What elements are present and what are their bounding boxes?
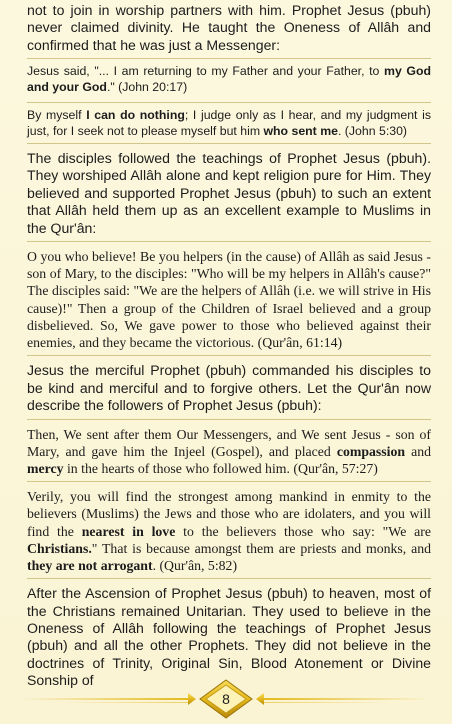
quote-emphasis: who sent me [263,123,338,138]
quote-citation: in the hearts of those who followed him. (Qur'ân, 57:27) [63,460,378,476]
paragraph-disciples [27,150,431,242]
quote-john-5-30 [27,102,431,144]
paragraph-intro [27,2,431,54]
quote-text: Then, We sent after them Our Messengers, and We sent Jesus - son of Mary, and gave him the Injeel (Gospel), and placed [27,426,431,459]
quote-text: and [405,443,431,459]
quote-text: " That is because amongst them are priests and monks, and [91,540,431,556]
quote-emphasis: they are not arrogant [27,557,153,573]
quote-john-20-17 [27,58,431,95]
quote-emphasis: my God and your God [27,64,431,95]
quote-quran-61-14 [27,248,431,356]
quote-text: to the believers those who say: "We are [175,523,431,539]
quote-text: ; I judge only as I hear, and my judgment is just, for I seek not to please myself but him [27,107,431,138]
paragraph-ascension-text: After the Ascension of Prophet Jesus (pbuh) to heaven, most of the Christians remained Unitarian. They used to believe in the Oneness of Allâh following the teachings of Prophet Jesus (pbuh) and all the other Prophets. They did not believe in the doctrines of Trinity, Original Sin, Blood Atonement or Divine Sonship of [27,585,431,689]
quote-text: Verily, you will find the strongest among mankind in enmity to the believers (Muslims) the Jews and those who are idolaters, and you will find the [27,489,431,539]
quote-citation: ." (John 20:17) [106,80,188,95]
quote-emphasis: nearest in love [81,523,176,539]
page-content [27,2,431,690]
quote-text: Jesus said, "... I am returning to my Father and your Father, to [27,64,385,79]
paragraph-intro-text: not to join in worship partners with him. Prophet Jesus (pbuh) never claimed divinity. He taught the Oneness of Allâh and confirmed that he was just a Messenger: [27,2,431,53]
quote-emphasis: mercy [27,460,64,476]
quote-citation: . (John 5:30) [337,123,408,138]
paragraph-merciful-prophet [27,362,431,419]
quote-text: O you who believe! Be you helpers (in the cause) of Allâh as said Jesus - son of Mary, to the disciples: "Who will be my helpers in Allâh's cause?" The disciples said: "We are the helpers of Allâh (i.e. we will strive in His cause)!" Then a group of the Children of Israel believed and a group disbelieved. So, We gave power to those who believed against their enemies, and they became the victorious. (Qur'ân, 61:14) [27,249,431,351]
page-number: 8 [222,691,230,707]
paragraph-ascension [27,585,431,689]
quote-quran-57-27 [27,426,431,483]
quote-emphasis: compassion [336,443,406,459]
quote-emphasis: Christians. [27,540,92,556]
quote-quran-5-82 [27,488,431,579]
quote-emphasis: I can do nothing [86,107,185,122]
quote-citation: . (Qur'ân, 5:82) [152,557,238,573]
quote-text: By myself [27,107,87,122]
paragraph-merciful-prophet-text: Jesus the merciful Prophet (pbuh) commanded his disciples to be kind and merciful and to forgive others. Let the Qur'ân now describe the followers of Prophet Jesus (pbuh): [27,362,431,414]
paragraph-disciples-text: The disciples followed the teachings of Prophet Jesus (pbuh). They worshiped Allâh alone and kept religion pure for Him. They believed and supported Prophet Jesus (pbuh) to such an extent that Allâh held them up as an excellent example to Muslims in the Qur'ân: [27,150,431,236]
